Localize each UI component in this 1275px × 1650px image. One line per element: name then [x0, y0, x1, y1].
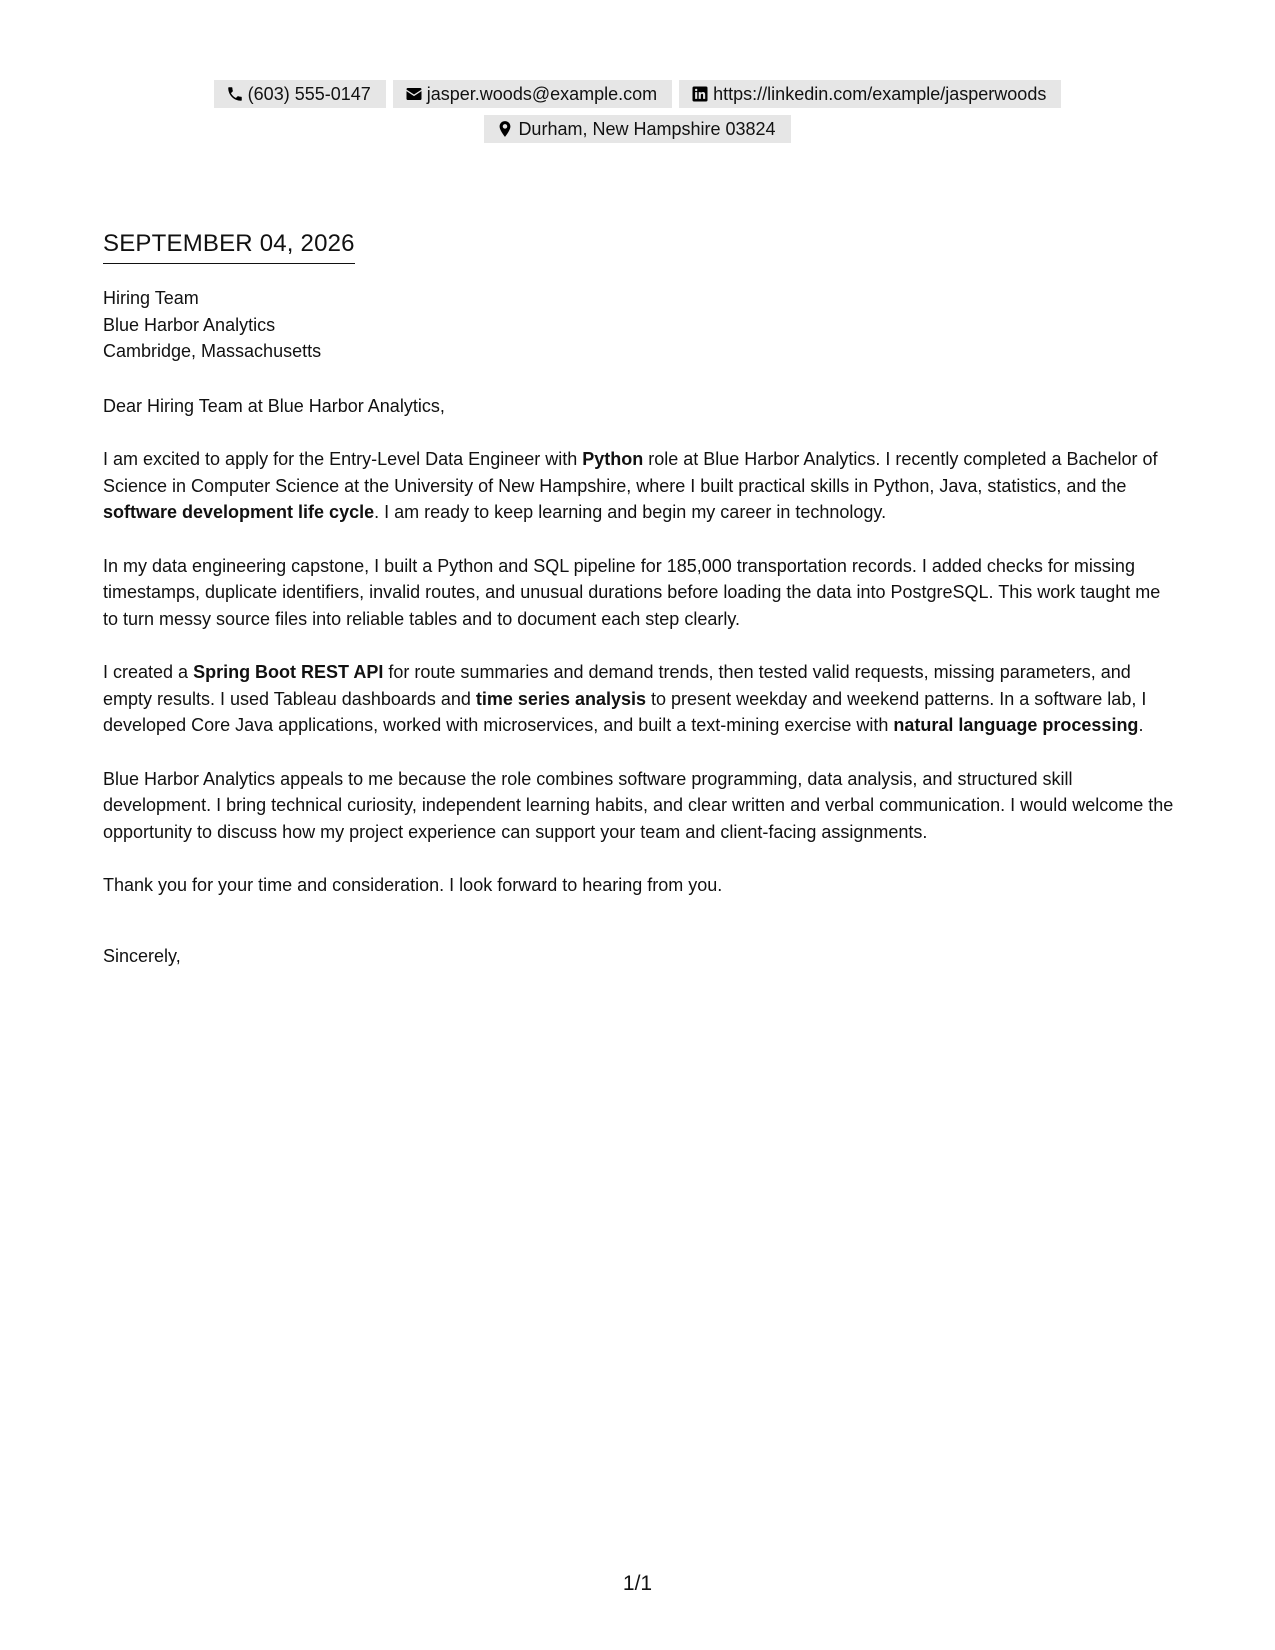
paragraph-text: . I am ready to keep learning and begin my career in technology.	[374, 502, 887, 522]
letter-body	[103, 229, 1178, 969]
paragraph-intro	[103, 446, 1178, 526]
contact-row-2	[0, 115, 1275, 143]
recipient-line: Blue Harbor Analytics	[103, 314, 276, 335]
contact-header	[0, 80, 1275, 150]
linkedin-chip	[679, 80, 1061, 108]
letter-date: SEPTEMBER 04, 2026	[103, 229, 355, 264]
paragraph-thanks	[103, 872, 1178, 899]
recipient-line: Hiring Team	[103, 288, 199, 308]
closing: Sincerely,	[103, 945, 181, 966]
paragraph-text: for route summaries and demand trends, then tested valid requests, missing parameters, and empty results. I used Tableau dashboards and	[103, 662, 1131, 709]
paragraph-text: .	[1138, 715, 1144, 735]
emphasis-text: time series analysis	[475, 688, 647, 709]
paragraph-text: Blue Harbor Analytics appeals to me because the role combines software programming, data analysis, and structured skill development. I bring technical curiosity, independent learning habits, and clear written and verbal communication. I would welcome the opportunity to discuss how my project experience can support your team and client-facing assignments.	[103, 768, 1174, 842]
paragraph-capstone	[103, 553, 1178, 633]
paragraph-text: I am excited to apply for the Entry-Level Data Engineer with	[103, 449, 583, 469]
phone-text: (603) 555-0147	[247, 84, 371, 104]
envelope-icon	[405, 85, 424, 103]
paragraph-text: In my data engineering capstone, I built a Python and SQL pipeline for 185,000 transportation records. I added checks for missing timestamps, duplicate identifiers, invalid routes, and unusual durations before loading the data into PostgreSQL. This work taught me to turn messy source files into reliable tables and to document each step clearly.	[103, 555, 1161, 629]
paragraph-text: Thank you for your time and consideration. I look forward to hearing from you.	[103, 875, 723, 895]
paragraph-motivation	[103, 766, 1178, 846]
linkedin-icon	[691, 85, 710, 103]
email-text: jasper.woods@example.com	[426, 84, 658, 104]
paragraph-projects	[103, 659, 1178, 739]
emphasis-text: Python	[582, 449, 644, 469]
contact-row-1	[0, 80, 1275, 108]
phone-chip	[214, 80, 386, 108]
recipient-line: Cambridge, Massachusetts	[103, 341, 322, 361]
paragraph-text: I created a	[103, 662, 194, 682]
recipient-block	[103, 285, 1178, 365]
linkedin-text: https://linkedin.com/example/jasperwoods	[713, 84, 1047, 104]
emphasis-text: Spring Boot REST API	[193, 662, 384, 682]
paragraph-text: to present weekday and weekend patterns. In a software lab, I developed Core Java applications, worked with microservices, and built a text-mining exercise with	[103, 688, 1147, 735]
salutation: Dear Hiring Team at Blue Harbor Analytics,	[103, 395, 445, 416]
phone-icon	[226, 85, 245, 103]
emphasis-text: software development life cycle	[103, 502, 375, 522]
emphasis-text: natural language processing	[893, 715, 1139, 735]
email-chip	[393, 80, 672, 108]
location-chip	[484, 115, 790, 143]
page-number: 1/1	[622, 1572, 653, 1595]
paragraph-text: role at Blue Harbor Analytics. I recently completed a Bachelor of Science in Computer Science at the University of New Hampshire, where I built practical skills in Python, Java, statistics, and the	[103, 449, 1158, 496]
map-pin-icon	[496, 120, 515, 138]
location-text: Durham, New Hampshire 03824	[518, 119, 776, 139]
